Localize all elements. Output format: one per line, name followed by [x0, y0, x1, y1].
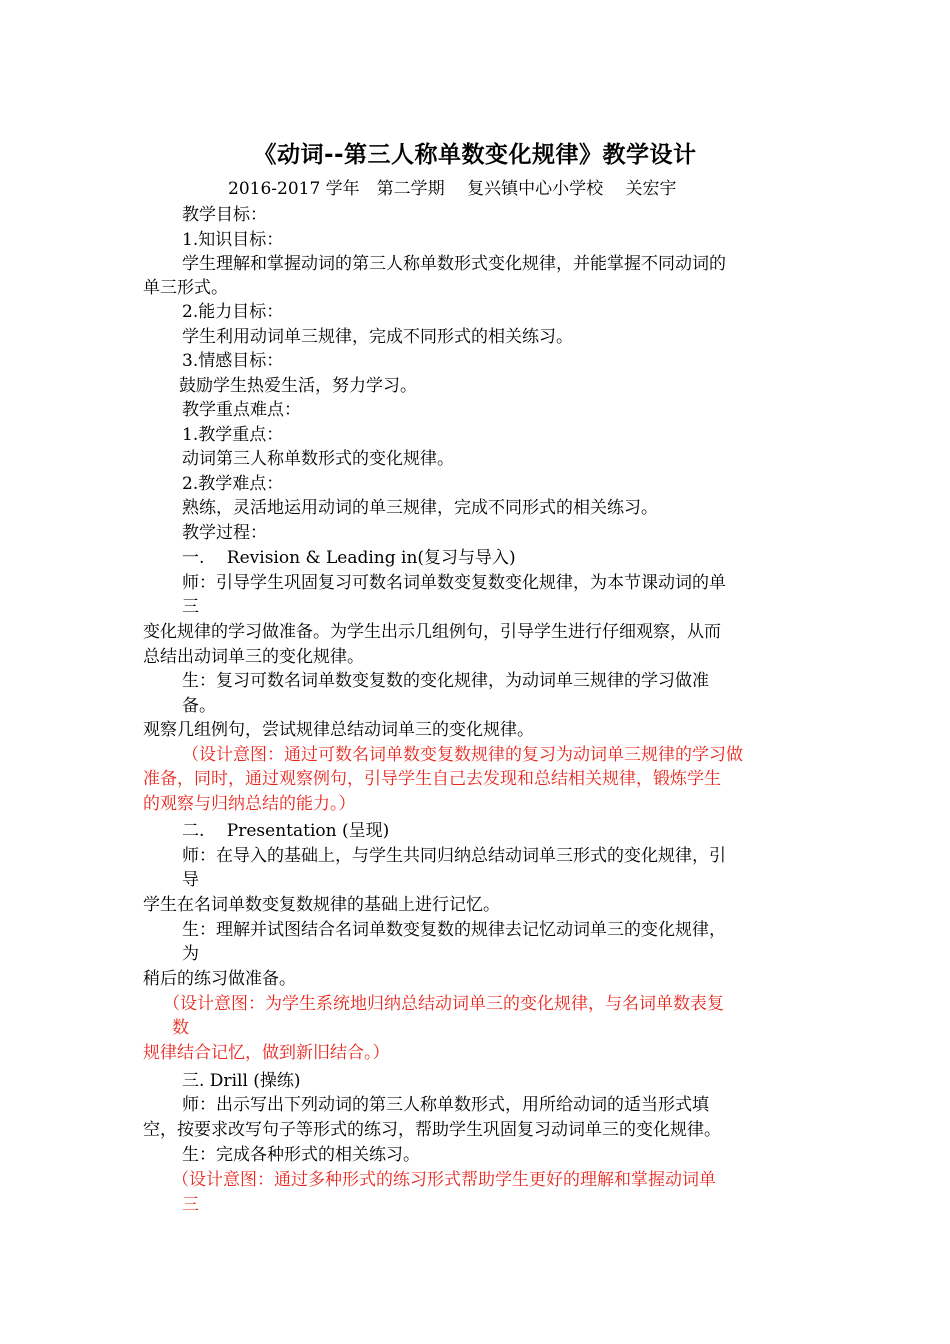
paragraph-line: 生：理解并试图结合名词单数变复数的规律去记忆动词单三的变化规律， [182, 920, 726, 940]
paragraph-line: 单三形式。 [143, 278, 228, 298]
design-intent-note: （设计意图：通过可数名词单数变复数规律的复习为动词单三规律的学习做 [182, 745, 743, 765]
section-heading: 一. Revision & Leading in(复习与导入) [182, 548, 516, 568]
design-intent-note: （设计意图：为学生系统地归纳总结动词单三的变化规律，与名词单数表复 [163, 994, 724, 1014]
design-intent-note: （设计意图：通过多种形式的练习形式帮助学生更好的理解和掌握动词单 [172, 1170, 716, 1190]
paragraph-line: 生：复习可数名词单数变复数的变化规律，为动词单三规律的学习做准 [182, 671, 709, 691]
paragraph-line: 为 [182, 944, 199, 964]
paragraph-line: 变化规律的学习做准备。为学生出示几组例句，引导学生进行仔细观察，从而 [143, 622, 721, 642]
paragraph-line: 师：引导学生巩固复习可数名词单数变复数变化规律，为本节课动词的单 [182, 573, 726, 593]
paragraph-line: 2.能力目标： [182, 302, 284, 322]
paragraph-line: 学生理解和掌握动词的第三人称单数形式变化规律，并能掌握不同动词的 [182, 254, 726, 274]
paragraph-line: 三 [182, 597, 199, 617]
paragraph-line: 鼓励学生热爱生活，努力学习。 [179, 376, 417, 396]
design-intent-note: 准备，同时，通过观察例句，引导学生自己去发现和总结相关规律，锻炼学生 [143, 769, 721, 789]
paragraph-line: 1.教学重点： [182, 425, 284, 445]
document-title: 《动词--第三人称单数变化规律》教学设计 [253, 142, 697, 168]
paragraph-line: 生：完成各种形式的相关练习。 [182, 1145, 420, 1165]
design-intent-note: 数 [172, 1018, 189, 1038]
paragraph-line: 稍后的练习做准备。 [143, 969, 296, 989]
paragraph-line: 学生在名词单数变复数规律的基础上进行记忆。 [143, 895, 500, 915]
paragraph-line: 熟练，灵活地运用动词的单三规律，完成不同形式的相关练习。 [182, 498, 658, 518]
paragraph-line: 教学重点难点： [182, 400, 301, 420]
design-intent-note: 三 [182, 1195, 199, 1215]
paragraph-line: 1.知识目标： [182, 230, 284, 250]
paragraph-line: 2.教学难点： [182, 474, 284, 494]
design-intent-note: 的观察与归纳总结的能力。） [143, 794, 356, 814]
paragraph-line: 导 [182, 870, 199, 890]
design-intent-note: 规律结合记忆，做到新旧结合。） [143, 1043, 390, 1063]
paragraph-line: 空，按要求改写句子等形式的练习，帮助学生巩固复习动词单三的变化规律。 [143, 1120, 721, 1140]
paragraph-line: 教学目标： [182, 205, 267, 225]
paragraph-line: 观察几组例句，尝试规律总结动词单三的变化规律。 [143, 720, 534, 740]
paragraph-line: 教学过程： [182, 523, 267, 543]
paragraph-line: 备。 [182, 696, 216, 716]
paragraph-line: 3.情感目标： [182, 351, 284, 371]
paragraph-line: 师：在导入的基础上，与学生共同归纳总结动词单三形式的变化规律，引 [182, 846, 726, 866]
document-subtitle: 2016-2017 学年 第二学期 复兴镇中心小学校 关宏宇 [228, 179, 677, 199]
paragraph-line: 师：出示写出下列动词的第三人称单数形式，用所给动词的适当形式填 [182, 1095, 709, 1115]
paragraph-line: 总结出动词单三的变化规律。 [143, 647, 364, 667]
section-heading: 三. Drill (操练) [182, 1071, 301, 1091]
paragraph-line: 动词第三人称单数形式的变化规律。 [182, 449, 454, 469]
section-heading: 二. Presentation (呈现) [182, 821, 390, 841]
paragraph-line: 学生利用动词单三规律，完成不同形式的相关练习。 [182, 327, 573, 347]
